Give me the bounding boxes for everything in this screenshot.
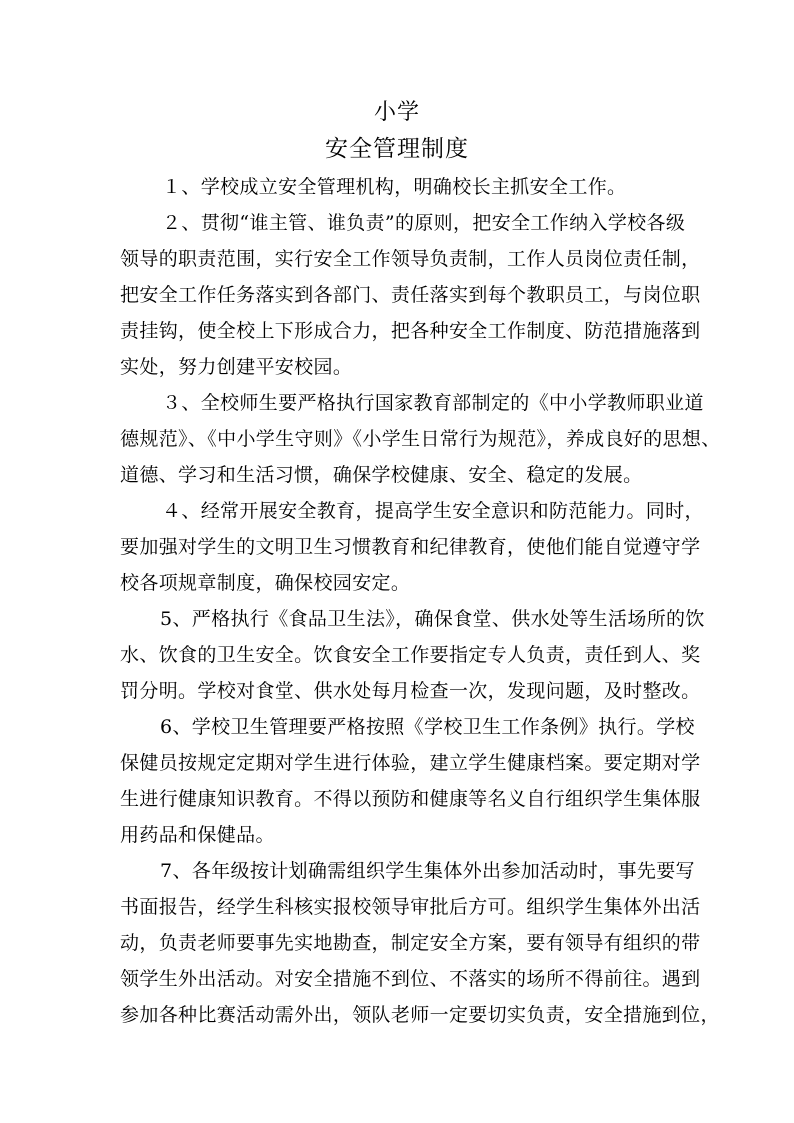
paragraph-5-line-2: 水、饮食的卫生安全。饮食安全工作要指定专人负责，责任到人、奖 [120, 644, 701, 666]
paragraph-3-line-1: ３、全校师生要严格执行国家教育部制定的《中小学教师职业道 [162, 392, 704, 414]
paragraph-3-line-2: 德规范》、《中小学生守则》《小学生日常行为规范》，养成良好的思想、 [120, 428, 721, 450]
paragraph-2-line-2: 领导的职责范围，实行安全工作领导负责制，工作人员岗位责任制， [120, 248, 701, 270]
paragraph-2-line-1: ２、贯彻“谁主管、谁负责”的原则，把安全工作纳入学校各级 [162, 212, 686, 234]
paragraph-6-line-4: 用药品和保健品。 [120, 824, 275, 846]
paragraph-2-line-4: 责挂钩，使全校上下形成合力，把各种安全工作制度、防范措施落到 [120, 320, 701, 342]
paragraph-7-line-4: 领学生外出活动。对安全措施不到位、不落实的场所不得前往。遇到 [120, 968, 701, 990]
paragraph-3-line-3: 道德、学习和生活习惯，确保学校健康、安全、稳定的发展。 [120, 464, 643, 486]
paragraph-7-line-1: 7、各年级按计划确需组织学生集体外出参加活动时，事先要写 [160, 860, 695, 882]
paragraph-7-line-5: 参加各种比赛活动需外出，领队老师一定要切实负责，安全措施到位， [120, 1004, 720, 1026]
paragraph-4-line-2: 要加强对学生的文明卫生习惯教育和纪律教育，使他们能自觉遵守学 [120, 536, 701, 558]
paragraph-7-line-2: 书面报告，经学生科核实报校领导审批后方可。组织学生集体外出活 [120, 896, 701, 918]
paragraph-6-line-1: 6、学校卫生管理要严格按照《学校卫生工作条例》执行。学校 [160, 716, 695, 738]
paragraph-5-line-1: 5、严格执行《食品卫生法》，确保食堂、供水处等生活场所的饮 [160, 608, 705, 630]
paragraph-2-line-5: 实处，努力创建平安校园。 [120, 356, 353, 378]
paragraph-4-line-3: 校各项规章制度，确保校园安定。 [120, 572, 411, 594]
paragraph-1-line-1: １、学校成立安全管理机构，明确校长主抓安全工作。 [162, 176, 627, 198]
title-regulation: 安全管理制度 [325, 136, 469, 162]
paragraph-5-line-3: 罚分明。学校对食堂、供水处每月检查一次，发现问题，及时整改。 [120, 680, 701, 702]
paragraph-6-line-3: 生进行健康知识教育。不得以预防和健康等名义自行组织学生集体服 [120, 788, 701, 810]
paragraph-4-line-1: ４、经常开展安全教育，提高学生安全意识和防范能力。同时， [162, 500, 704, 522]
paragraph-6-line-2: 保健员按规定定期对学生进行体验，建立学生健康档案。要定期对学 [120, 752, 701, 774]
title-school: 小学 [373, 100, 420, 125]
paragraph-7-line-3: 动，负责老师要事先实地勘查，制定安全方案，要有领导有组织的带 [120, 932, 701, 954]
paragraph-2-line-3: 把安全工作任务落实到各部门、责任落实到每个教职员工，与岗位职 [120, 284, 701, 306]
